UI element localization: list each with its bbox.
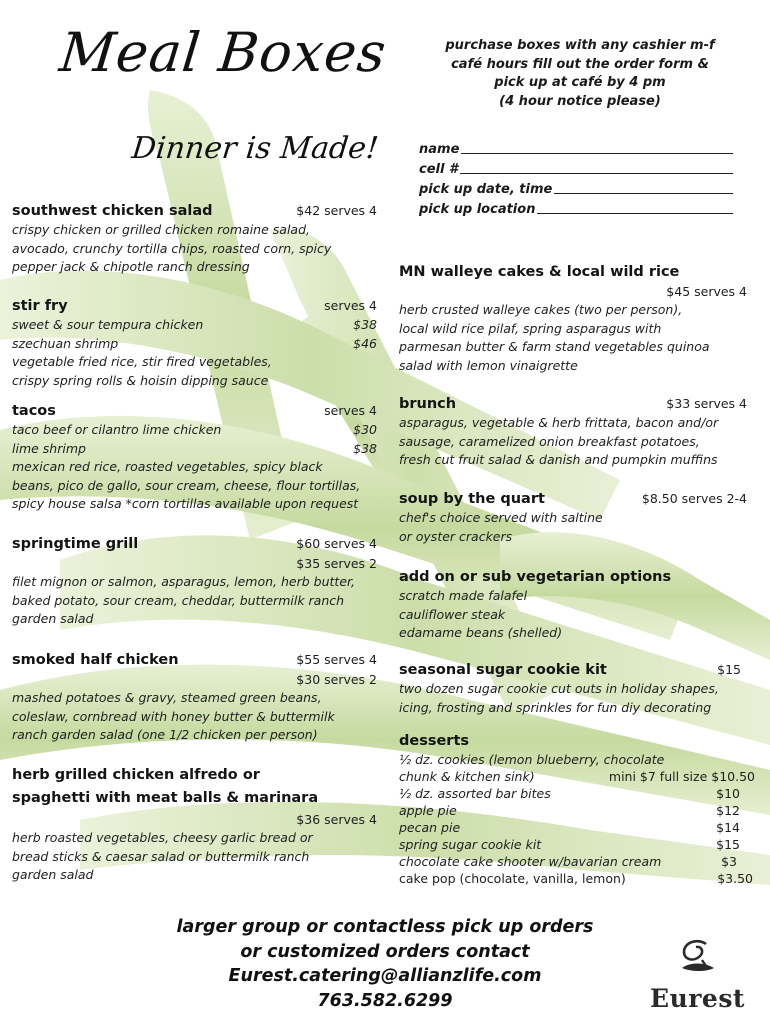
item-desc: local wild rice pilaf, spring asparagus with <box>399 320 662 336</box>
item-price: $35 serves 2 <box>296 556 377 571</box>
cell-line[interactable] <box>460 173 733 174</box>
item-desc: vegetable fried rice, stir fired vegetables, <box>12 354 272 369</box>
item-title: brunch <box>399 396 457 412</box>
order-instructions <box>420 37 740 111</box>
item-desc: beans, pico de gallo, sour cream, cheese, flour tortillas, <box>12 477 361 493</box>
item-title: southwest chicken salad <box>12 203 213 219</box>
item-desc: asparagus, vegetable & herb frittata, bacon and/or <box>399 415 719 430</box>
item-desc: parmesan butter & farm stand vegetables quinoa <box>399 339 710 354</box>
item-price: $45 serves 4 <box>666 284 747 299</box>
pickup-location-label: pick up location <box>419 202 536 217</box>
menu-item-walleye <box>399 263 747 375</box>
item-desc: avocado, crunchy tortilla chips, roasted corn, spicy <box>12 240 332 256</box>
item-price: $60 serves 4 <box>296 536 377 551</box>
contact-phone: 763.582.6299 <box>317 990 453 1011</box>
item-title: soup by the quart <box>399 491 545 507</box>
item-title: springtime grill <box>12 536 139 552</box>
dessert-price: $3.50 <box>717 871 753 886</box>
item-option-price: $38 <box>353 440 377 456</box>
item-title: add on or sub vegetarian options <box>399 569 672 585</box>
name-line[interactable] <box>461 153 733 154</box>
item-price: $15 <box>717 662 741 677</box>
item-desc: or oyster crackers <box>399 528 513 544</box>
item-title: smoked half chicken <box>12 652 179 668</box>
dessert-price: $12 <box>716 803 740 818</box>
item-title: tacos <box>12 403 56 419</box>
item-price: $55 serves 4 <box>296 652 377 667</box>
footer-line: or customized orders contact <box>240 941 530 962</box>
menu-item-tacos <box>12 402 377 514</box>
item-price: $33 serves 4 <box>666 396 747 411</box>
item-price: $36 serves 4 <box>296 812 377 827</box>
item-desc: scratch made falafel <box>399 588 528 603</box>
menu-item-cookie-kit <box>399 661 747 717</box>
order-instructions-line: (4 hour notice please) <box>499 93 661 109</box>
page-title: Meal Boxes <box>56 21 390 84</box>
item-title: MN walleye cakes & local wild rice <box>399 264 680 280</box>
item-option-price: $38 <box>353 317 377 332</box>
item-price: $8.50 serves 2-4 <box>641 491 747 506</box>
dessert-price: $10 <box>716 786 740 801</box>
item-desc: ½ dz. cookies (lemon blueberry, chocolate <box>399 752 665 767</box>
cell-field[interactable] <box>419 157 739 177</box>
dessert-name: cake pop (chocolate, vanilla, lemon) <box>399 871 626 886</box>
item-desc: sausage, caramelized onion breakfast potatoes, <box>399 433 700 449</box>
order-instructions-line: café hours fill out the order form & <box>451 56 709 72</box>
menu-item-southwest <box>12 202 377 277</box>
item-desc: icing, frosting and sprinkles for fun diy decorating <box>399 699 712 715</box>
menu-item-desserts <box>399 732 755 887</box>
dessert-name: chocolate cake shooter w/bavarian cream <box>399 854 662 869</box>
item-desc: pepper jack & chipotle ranch dressing <box>12 259 250 274</box>
pickup-location-field[interactable] <box>419 197 739 217</box>
item-option: taco beef or cilantro lime chicken <box>12 422 222 437</box>
item-desc: garden salad <box>12 867 94 882</box>
logo-wordmark: Eurest <box>650 984 745 1013</box>
item-desc: salad with lemon vinaigrette <box>399 357 578 373</box>
item-desc: herb crusted walleye cakes (two per person), <box>399 302 683 317</box>
item-option: szechuan shrimp <box>12 335 119 351</box>
item-desc: cauliflower steak <box>399 606 506 622</box>
item-desc: mexican red rice, roasted vegetables, spicy black <box>12 459 323 474</box>
item-desc: ranch garden salad (one 1/2 chicken per person) <box>12 727 318 742</box>
dessert-name: spring sugar cookie kit <box>399 837 542 852</box>
item-option: sweet & sour tempura chicken <box>12 317 204 332</box>
order-instructions-line: pick up at café by 4 pm <box>494 75 666 90</box>
pickup-location-line[interactable] <box>537 213 733 214</box>
item-option-price: $46 <box>353 335 377 351</box>
order-instructions-line: purchase boxes with any cashier m-f <box>445 38 715 53</box>
contact-email-link[interactable]: Eurest.catering@allianzlife.com <box>228 966 542 986</box>
page-subtitle: Dinner is Made! <box>130 131 380 166</box>
dessert-name: pecan pie <box>399 820 461 835</box>
item-option-price: $30 <box>353 422 377 437</box>
item-desc: herb roasted vegetables, cheesy garlic bread or <box>12 830 313 845</box>
item-title: desserts <box>399 733 470 749</box>
item-desc: spicy house salsa *corn tortillas available upon request <box>12 496 359 511</box>
item-serves: serves 4 <box>324 298 377 313</box>
item-title: spaghetti with meat balls & marinara <box>12 790 319 806</box>
menu-item-springtime <box>12 535 377 629</box>
name-field[interactable] <box>419 137 739 157</box>
menu-item-brunch <box>399 395 747 470</box>
dessert-price: $15 <box>716 837 740 852</box>
item-desc: chunk & kitchen sink) <box>399 769 535 784</box>
item-desc: crispy spring rolls & hoisin dipping sauce <box>12 372 269 388</box>
menu-item-soup <box>399 490 747 546</box>
item-desc: baked potato, sour cream, cheddar, buttermilk ranch <box>12 592 345 608</box>
pickup-date-line[interactable] <box>554 193 733 194</box>
dessert-price: $14 <box>716 820 740 835</box>
item-title: herb grilled chicken alfredo or <box>12 767 260 783</box>
order-form <box>419 137 739 217</box>
menu-item-vegetarian <box>399 568 747 643</box>
item-desc: two dozen sugar cookie cut outs in holiday shapes, <box>399 681 719 696</box>
item-desc: coleslaw, cornbread with honey butter & buttermilk <box>12 708 335 724</box>
item-price: mini $7 full size $10.50 <box>608 769 755 784</box>
item-price: $30 serves 2 <box>296 672 377 687</box>
item-title: seasonal sugar cookie kit <box>399 662 607 678</box>
eurest-logo <box>650 938 745 1013</box>
item-desc: fresh cut fruit salad & danish and pumpkin muffins <box>399 452 718 467</box>
pickup-date-label: pick up date, time <box>419 182 553 197</box>
item-desc: bread sticks & caesar salad or buttermilk ranch <box>12 848 310 864</box>
footer-line: larger group or contactless pick up orders <box>176 917 594 937</box>
menu-item-smoked-chicken <box>12 651 377 745</box>
item-desc: edamame beans (shelled) <box>399 625 563 640</box>
pickup-date-field[interactable] <box>419 177 739 197</box>
dessert-name: apple pie <box>399 803 457 818</box>
cell-label: cell # <box>419 162 459 177</box>
item-title: stir fry <box>12 298 68 314</box>
item-price: $42 serves 4 <box>296 203 377 218</box>
menu-item-alfredo <box>12 764 377 885</box>
item-desc: mashed potatoes & gravy, steamed green beans, <box>12 690 322 705</box>
item-desc: chef's choice served with saltine <box>399 510 603 525</box>
item-desc: crispy chicken or grilled chicken romaine salad, <box>12 222 310 237</box>
name-label: name <box>419 142 460 157</box>
dessert-price: $3 <box>721 854 737 869</box>
menu-item-stirfry <box>12 297 377 390</box>
item-desc: garden salad <box>12 611 94 626</box>
contact-footer <box>150 915 620 1013</box>
item-desc: filet mignon or salmon, asparagus, lemon, herb butter, <box>12 574 355 589</box>
eurest-emblem-icon <box>676 938 720 980</box>
item-serves: serves 4 <box>324 403 377 418</box>
item-option: lime shrimp <box>12 440 86 456</box>
dessert-name: ½ dz. assorted bar bites <box>399 786 551 801</box>
